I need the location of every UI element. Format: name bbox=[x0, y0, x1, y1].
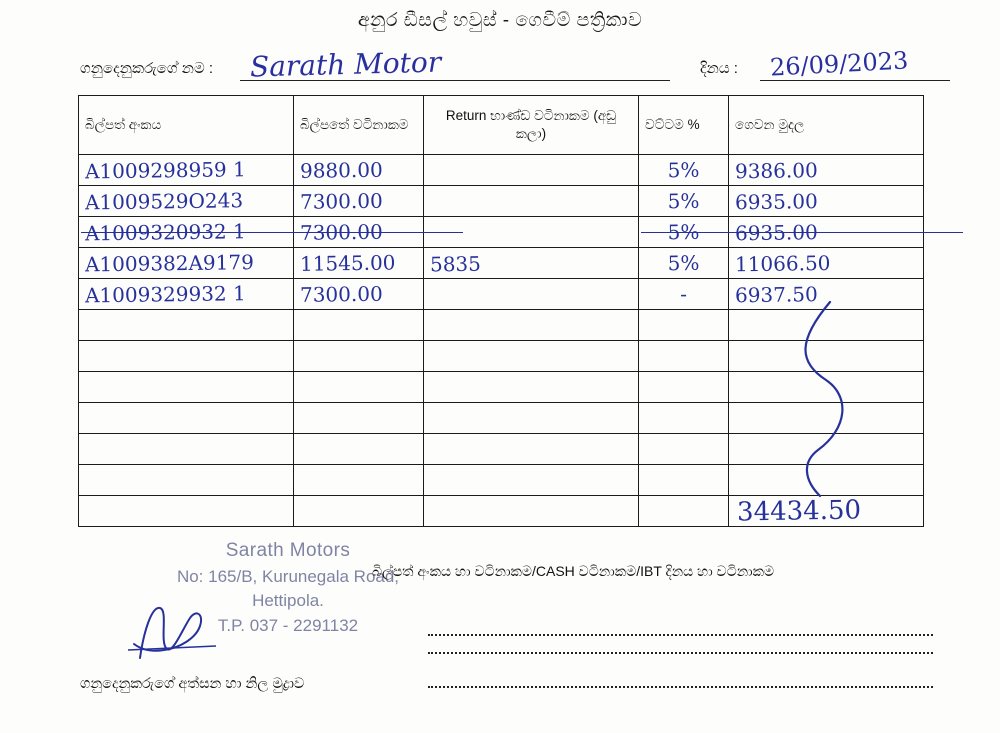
discount-text bbox=[639, 324, 728, 325]
table-row bbox=[79, 186, 924, 217]
cell-invoice bbox=[79, 465, 294, 496]
table-row bbox=[79, 155, 924, 186]
paid-text bbox=[729, 448, 923, 451]
cell-invoice bbox=[79, 186, 294, 217]
cell-discount bbox=[639, 496, 729, 527]
invoice-text bbox=[79, 324, 293, 327]
footer-dotted-line-3 bbox=[428, 686, 933, 688]
cell-discount bbox=[639, 403, 729, 434]
cell-invoice bbox=[79, 248, 294, 279]
cell-paid bbox=[729, 372, 924, 403]
cell-return bbox=[424, 155, 639, 186]
return-text bbox=[424, 324, 638, 327]
cell-return bbox=[424, 434, 639, 465]
cell-value bbox=[294, 279, 424, 310]
table-row bbox=[79, 434, 924, 465]
table-row bbox=[79, 310, 924, 341]
col-discount: වට්ටම % bbox=[639, 96, 729, 155]
table-row-total bbox=[79, 496, 924, 527]
cell-paid bbox=[729, 248, 924, 279]
cell-paid bbox=[729, 434, 924, 465]
invoice-text: A1009329932 1 bbox=[84, 281, 246, 308]
signature-scribble bbox=[120, 600, 230, 670]
paid-text bbox=[729, 355, 923, 358]
stamp-phone: T.P. 037 - 2291132 bbox=[217, 615, 359, 635]
cell-discount bbox=[639, 155, 729, 186]
cell-paid bbox=[729, 186, 924, 217]
cell-paid bbox=[729, 341, 924, 372]
cell-value bbox=[294, 341, 424, 372]
cell-return bbox=[424, 310, 639, 341]
cell-return bbox=[424, 372, 639, 403]
paid-text bbox=[729, 417, 923, 420]
paid-text: 11066.50 bbox=[734, 250, 831, 277]
paid-text: 6935.00 bbox=[734, 220, 818, 246]
cell-paid bbox=[729, 217, 924, 248]
cell-return bbox=[424, 465, 639, 496]
invoice-text bbox=[79, 479, 293, 482]
cell-value bbox=[294, 496, 424, 527]
paid-text: 6935.00 bbox=[734, 189, 818, 215]
discount-text bbox=[639, 355, 728, 356]
col-amount-paid: ගෙවන මුදල bbox=[729, 96, 924, 155]
invoice-text: A1009320932 1 bbox=[84, 219, 246, 246]
cell-value bbox=[294, 248, 424, 279]
value-text: 7300.00 bbox=[299, 281, 383, 307]
signature-label: ගනුදෙනුකරුගේ අත්සන හා නිල මුද්‍රාව bbox=[80, 676, 305, 692]
invoice-text: A1009382A9179 bbox=[84, 250, 255, 277]
cell-invoice bbox=[79, 155, 294, 186]
discount-text: - bbox=[679, 281, 688, 307]
table-row bbox=[79, 372, 924, 403]
cell-total bbox=[729, 496, 924, 527]
discount-text: 5% bbox=[667, 250, 700, 276]
cell-paid bbox=[729, 279, 924, 310]
value-text bbox=[294, 386, 423, 388]
total-amount: 34434.50 bbox=[736, 495, 862, 528]
discount-text bbox=[639, 417, 728, 418]
return-text bbox=[424, 169, 638, 172]
cell-paid bbox=[729, 403, 924, 434]
customer-name-label: ගනුදෙනුකරුගේ නම : bbox=[80, 60, 214, 77]
cell-value bbox=[294, 372, 424, 403]
value-text bbox=[294, 417, 423, 419]
discount-text: 5% bbox=[667, 188, 700, 214]
cell-value bbox=[294, 465, 424, 496]
cell-value bbox=[294, 186, 424, 217]
cell-invoice bbox=[79, 217, 294, 248]
cell-discount bbox=[639, 372, 729, 403]
return-text bbox=[424, 417, 638, 420]
discount-text bbox=[639, 510, 728, 511]
return-text bbox=[424, 448, 638, 451]
paid-text bbox=[729, 324, 923, 327]
footer-note: බිල්පත් අංකය හා වටිනාකම/CASH වටිනාකම/IBT දිනය හා වටිනාකම bbox=[372, 563, 775, 579]
cell-discount bbox=[639, 465, 729, 496]
cell-discount bbox=[639, 434, 729, 465]
customer-row bbox=[80, 45, 930, 84]
return-text bbox=[424, 355, 638, 358]
value-text bbox=[294, 479, 423, 481]
cell-discount bbox=[639, 186, 729, 217]
cell-invoice bbox=[79, 310, 294, 341]
discount-text bbox=[639, 448, 728, 449]
return-text bbox=[424, 510, 638, 513]
cell-invoice bbox=[79, 341, 294, 372]
value-text: 7300.00 bbox=[299, 219, 383, 245]
payments-table bbox=[78, 95, 924, 527]
table-header-row bbox=[79, 96, 924, 155]
cell-return bbox=[424, 341, 639, 372]
date-label: දිනය : bbox=[700, 60, 738, 77]
invoice-text: A1009298959 1 bbox=[84, 157, 246, 184]
table-row bbox=[79, 465, 924, 496]
invoice-text: A1009529O243 bbox=[84, 188, 244, 215]
invoice-text bbox=[79, 386, 293, 389]
discount-text: 5% bbox=[667, 219, 700, 245]
value-text: 11545.00 bbox=[299, 250, 396, 276]
invoice-text bbox=[79, 417, 293, 420]
return-text bbox=[424, 293, 638, 296]
table-row-voided bbox=[79, 217, 924, 248]
paid-text bbox=[729, 479, 923, 482]
discount-text bbox=[639, 479, 728, 480]
cell-discount bbox=[639, 217, 729, 248]
return-text bbox=[424, 479, 638, 482]
footer-dotted-line-2 bbox=[428, 652, 933, 654]
customer-name-value: Sarath Motor bbox=[249, 45, 442, 84]
table-row bbox=[79, 279, 924, 310]
cell-value bbox=[294, 310, 424, 341]
cell-paid bbox=[729, 155, 924, 186]
value-text: 9880.00 bbox=[299, 157, 383, 183]
return-text bbox=[424, 386, 638, 389]
col-invoice-value: බිල්පතේ වටිනාකම bbox=[294, 96, 424, 155]
cell-value bbox=[294, 434, 424, 465]
table-row bbox=[79, 341, 924, 372]
stamp-address-line-1: No: 165/B, Kurunegala Road, bbox=[176, 566, 400, 586]
col-return-value: Return භාණ්ඩ වටිනාකම (අඩු කලා) bbox=[424, 96, 639, 155]
invoice-text bbox=[79, 510, 293, 513]
date-value: 26/09/2023 bbox=[769, 46, 909, 82]
stamp-address-line-2: Hettipola. bbox=[252, 591, 324, 611]
discount-text: 5% bbox=[667, 157, 700, 183]
invoice-text bbox=[79, 448, 293, 451]
cell-invoice bbox=[79, 372, 294, 403]
invoice-text bbox=[79, 355, 293, 358]
discount-text bbox=[639, 386, 728, 387]
cell-return bbox=[424, 403, 639, 434]
cell-value bbox=[294, 403, 424, 434]
paid-text: 9386.00 bbox=[734, 158, 818, 184]
value-text bbox=[294, 355, 423, 357]
cell-return bbox=[424, 496, 639, 527]
cell-value bbox=[294, 217, 424, 248]
cell-discount bbox=[639, 310, 729, 341]
cell-invoice bbox=[79, 403, 294, 434]
cell-return bbox=[424, 248, 639, 279]
stamp-company-name: Sarath Motors bbox=[225, 540, 351, 561]
return-text: 5835 bbox=[429, 251, 482, 277]
cell-discount bbox=[639, 248, 729, 279]
cell-invoice bbox=[79, 496, 294, 527]
paid-text: 6937.50 bbox=[734, 282, 818, 308]
cell-discount bbox=[639, 341, 729, 372]
value-text bbox=[294, 510, 423, 512]
col-invoice-number: බිල්පත් අංකය bbox=[79, 96, 294, 155]
footer-dotted-line-1 bbox=[428, 634, 933, 636]
cell-paid bbox=[729, 465, 924, 496]
value-text bbox=[294, 448, 423, 450]
table-row bbox=[79, 403, 924, 434]
cell-paid bbox=[729, 310, 924, 341]
cell-discount bbox=[639, 279, 729, 310]
value-text: 7300.00 bbox=[299, 188, 383, 214]
cell-return bbox=[424, 279, 639, 310]
cell-invoice bbox=[79, 434, 294, 465]
table-row bbox=[79, 248, 924, 279]
paid-text bbox=[729, 386, 923, 389]
cell-value bbox=[294, 155, 424, 186]
value-text bbox=[294, 324, 423, 326]
page-title: අනුර ඩීසල් හවුස් - ගෙවීම් පත්‍රිකාව bbox=[357, 10, 643, 31]
cell-return bbox=[424, 186, 639, 217]
return-text bbox=[424, 200, 638, 203]
cell-invoice bbox=[79, 279, 294, 310]
